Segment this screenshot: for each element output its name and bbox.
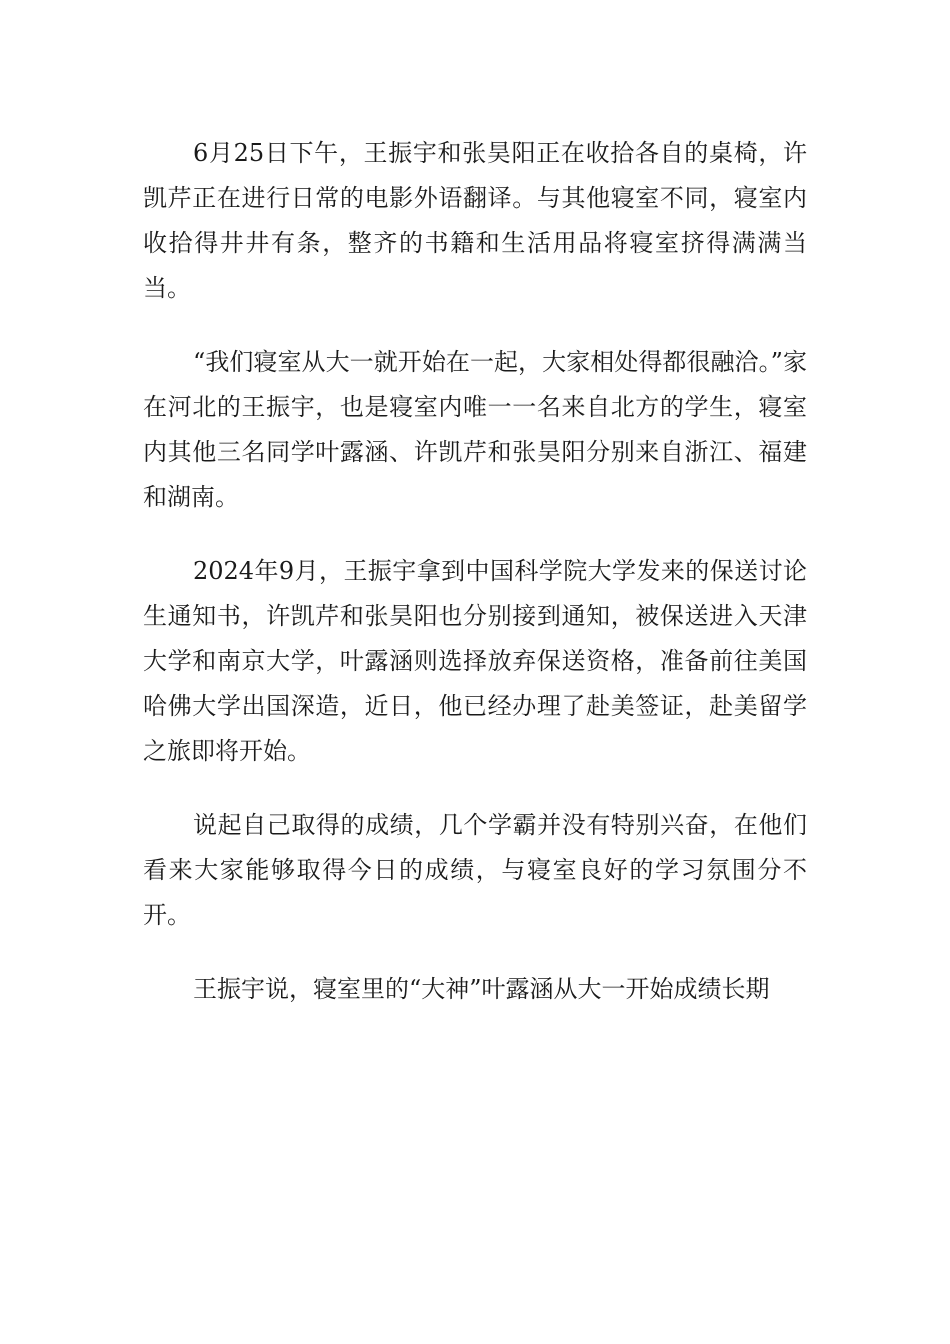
- paragraph-1: 6月25日下午，王振宇和张昊阳正在收拾各自的桌椅，许凯芹正在进行日常的电影外语翻译。与其他寝室不同，寝室内收拾得井井有条，整齐的书籍和生活用品将寝室挤得满满当当。: [143, 139, 807, 302]
- paragraph-2: “我们寝室从大一就开始在一起，大家相处得都很融洽。”家在河北的王振宇，也是寝室内唯一一名来自北方的学生，寝室内其他三名同学叶露涵、许凯芹和张昊阳分别来自浙江、福建和湖南。: [143, 348, 807, 511]
- paragraph-5: 王振宇说，寝室里的“大神”叶露涵从大一开始成绩长期: [193, 975, 770, 1003]
- article-body: [143, 131, 807, 1012]
- paragraph-3: 2024年9月，王振宇拿到中国科学院大学发来的保送讨论生通知书，许凯芹和张昊阳也分别接到通知，被保送进入天津大学和南京大学，叶露涵则选择放弃保送资格，准备前往美国哈佛大学出国深造，近日，他已经办理了赴美签证，赴美留学之旅即将开始。: [143, 557, 807, 765]
- paragraph-4: 说起自己取得的成绩，几个学霸并没有特别兴奋，在他们看来大家能够取得今日的成绩，与寝室良好的学习氛围分不开。: [143, 811, 807, 929]
